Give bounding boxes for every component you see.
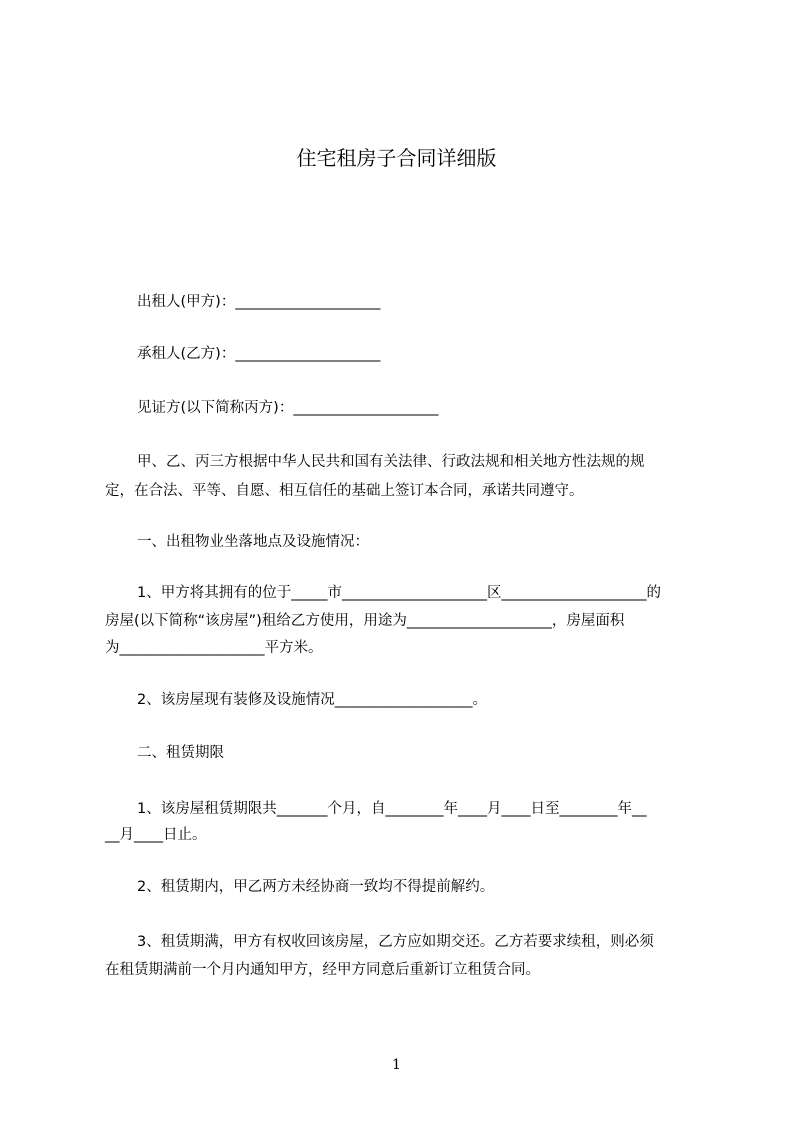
document-title: 住宅租房子合同详细版 xyxy=(296,146,497,170)
section-2-item-3-line-1: 3、租赁期满，甲方有权收回该房屋，乙方应如期交还。乙方若要求续租，则必须 xyxy=(137,934,654,950)
section-1-item-2: 2、该房屋现有装修及设施情况___________________。 xyxy=(137,692,487,708)
intro-line-2: 定，在合法、平等、自愿、相互信任的基础上签订本合同，承诺共同遵守。 xyxy=(105,483,584,499)
section-2-heading: 二、租赁期限 xyxy=(137,745,224,761)
section-2-item-1-line-2: __月____日止。 xyxy=(105,827,207,843)
section-1-item-1-line-3: 为____________________平方米。 xyxy=(105,640,323,656)
page-number: 1 xyxy=(392,1057,401,1073)
section-2-item-2: 2、租赁期内，甲乙两方未经协商一致均不得提前解约。 xyxy=(137,879,495,895)
witness-line: 见证方(以下简称丙方)：____________________ xyxy=(137,400,439,416)
section-1-item-1-line-2: 房屋(以下简称“该房屋”)租给乙方使用，用途为____________________，房屋面积 xyxy=(105,613,625,629)
lessee-line: 承租人(乙方)：____________________ xyxy=(137,346,381,362)
section-2-item-3-line-2: 在租赁期满前一个月内通知甲方，经甲方同意后重新订立租赁合同。 xyxy=(105,962,540,978)
section-2-item-1-line-1: 1、该房屋租赁期限共_______个月，自________年____月____日至________年__ xyxy=(137,801,647,817)
lessor-line: 出租人(甲方)：____________________ xyxy=(137,294,381,310)
section-1-item-1-line-1: 1、甲方将其拥有的位于_____市____________________区____________________的 xyxy=(137,585,661,601)
section-1-heading: 一、出租物业坐落地点及设施情况： xyxy=(137,534,369,550)
intro-line-1: 甲、乙、丙三方根据中华人民共和国有关法律、行政法规和相关地方性法规的规 xyxy=(137,454,645,470)
